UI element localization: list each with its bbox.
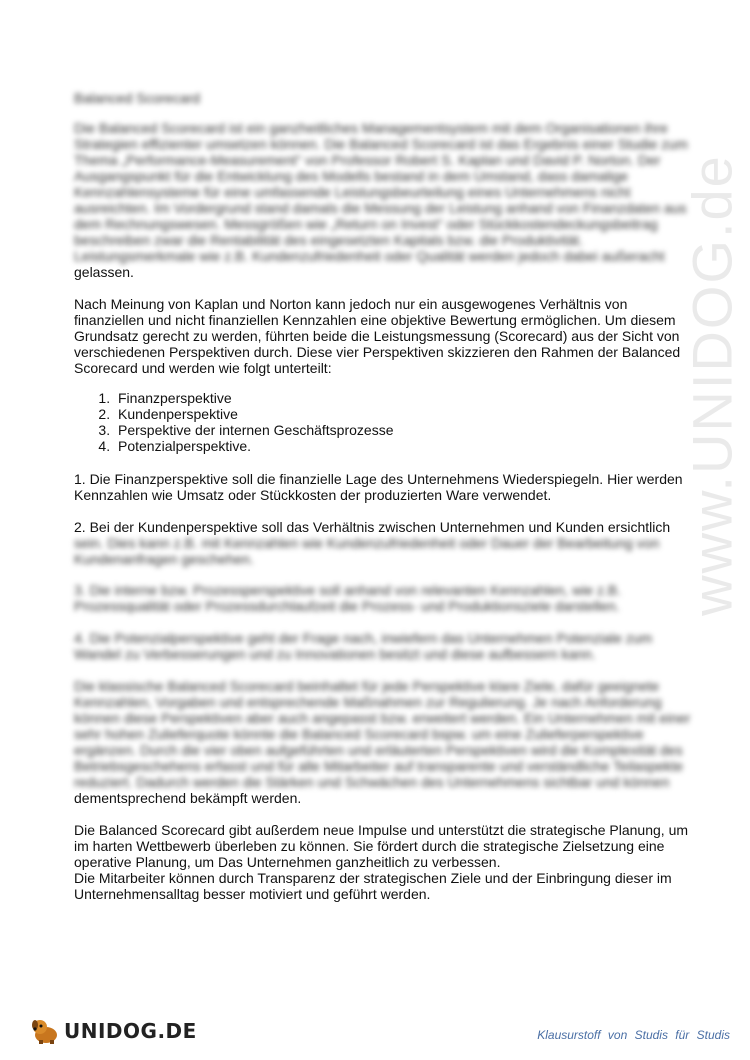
paragraph-7-clear-end: dementsprechend bekämpft werden. xyxy=(74,790,302,806)
paragraph-3 xyxy=(74,471,694,503)
list-item: 4. Potenzialperspektive. xyxy=(114,438,712,454)
paragraph-4-blurred: sein. Dies kann z.B. mit Kennzahlen wie Kundenzufriedenheit oder Dauer der Bearbeitung von Kundenanfragen geschehen. xyxy=(74,535,660,567)
paragraph-6: 4. Die Potenzialperspektive geht der Frage nach, inwiefern das Unternehmen Potenziale zum Wandel zu Verbesserungen und zu Innovationen besitzt und diese aufbessern kann. xyxy=(74,630,653,662)
footer-logo[interactable] xyxy=(30,1015,197,1047)
intro-paragraph xyxy=(74,120,694,280)
paragraph-7 xyxy=(74,678,694,806)
footer-tagline: Klausurstoff von Studis für Studis xyxy=(537,1028,730,1042)
paragraph-5: 3. Die interne bzw. Prozessperspektive soll anhand von relevanten Kennzahlen, wie z.B. Prozessqualität oder Prozessdurchlaufzeit die Prozess- und Produktionsziele darstellen. xyxy=(74,582,622,614)
footer-logo-text: UNIDOG.DE xyxy=(64,1019,197,1043)
paragraph-8-text: Die Balanced Scorecard gibt außerdem neue Impulse und unterstützt die strategische Planung, um im harten Wettbewerb überleben zu können. Sie fördert durch die strategische Zielsetzung eine operative Planung, um Das Unternehmen ganzheitlich zu verbessen. xyxy=(74,822,689,870)
paragraph-9-text: Die Mitarbeiter können durch Transparenz der strategischen Ziele und der Einbringung dieser im Unternehmensalltag besser motiviert und geführt werden. xyxy=(74,870,672,902)
paragraph-4 xyxy=(74,519,694,567)
intro-clear-end: gelassen. xyxy=(74,264,134,280)
list-item: 1. Finanzperspektive xyxy=(114,390,712,406)
paragraph-8 xyxy=(74,822,694,902)
watermark: www.UNIDOG.de xyxy=(680,154,744,616)
paragraph-2 xyxy=(74,296,694,376)
paragraph-2-text: Nach Meinung von Kaplan und Norton kann jedoch nur ein ausgewogenes Verhältnis von finanziellen und nicht finanziellen Kennzahlen eine objektive Bewertung ermöglichen. Um diesem Grundsatz gerecht zu werden, führten beide die Leistungsmessung (Scorecard) aus der Sicht von verschiedenen Perspektiven durch. Diese vier Perspektiven skizzieren den Rahmen der Balanced Scorecard und werden wie folgt unterteilt: xyxy=(74,296,681,376)
list-item: 2. Kundenperspektive xyxy=(114,406,712,422)
paragraph-4-clear: 2. Bei der Kundenperspektive soll das Verhältnis zwischen Unternehmen und Kunden ersichtlich xyxy=(74,519,671,535)
paragraph-3-text: 1. Die Finanzperspektive soll die finanzielle Lage des Unternehmens Wiederspiegeln. Hier werden Kennzahlen wie Umsatz oder Stückkosten der produzierten Ware verwendet. xyxy=(74,471,683,503)
paragraph-7-blurred: Die klassische Balanced Scorecard beinhaltet für jede Perspektive klare Ziele, dafür geeignete Kennzahlen, Vorgaben und entsprechende Maßnahmen zur Regulierung. Je nach Anforderung können diese Perspektiven aber auch angepasst bzw. erweitert werden. Ein Unternehmen mit einer sehr hohen Zulieferquote könnte die Balanced Scorecard bspw. um eine Zulieferperspektive ergänzen. Durch die vier oben aufgeführten und erläuterten Perspektiven wird die Komplexität des Betriebsgeschehens erfasst und für alle Mitarbeiter auf transparente und verständliche Teilaspekte reduziert. Dadurch werden die Stärken und Schwächen des Unternehmens sichtbar und können xyxy=(74,678,691,790)
dog-icon xyxy=(30,1016,60,1046)
intro-blurred-text: Die Balanced Scorecard ist ein ganzheitliches Managementsystem mit dem Organisationen ihre Strategien effizienter umsetzen können. Die Balanced Scorecard ist das Ergebnis einer Studie zum Thema „Performance-Measurement“ von Professor Robert S. Kaplan und David P. Norton. Der Ausgangspunkt für die Entwicklung des Modells bestand in dem Umstand, dass damalige Kennzahlensysteme für eine umfassende Leistungsbeurteilung eines Unternehmens nicht ausreichten. Im Vordergrund stand damals die Messung der Leistung anhand von Finanzdaten aus dem Rechnungswesen. Messgrößen wie „Return on Invest“ oder Stückkostendeckungsbeitrag beschreiben zwar die Rentabilität des eingesetzten Kapitals bzw. die Produktivität. Leistungsmerkmale wie z.B. Kundenzufriedenheit oder Qualität werden jedoch dabei außeracht xyxy=(74,120,688,264)
document-title: Balanced Scorecard xyxy=(74,90,201,106)
perspectives-list xyxy=(92,390,712,454)
list-item: 3. Perspektive der internen Geschäftsprozesse xyxy=(114,422,712,438)
